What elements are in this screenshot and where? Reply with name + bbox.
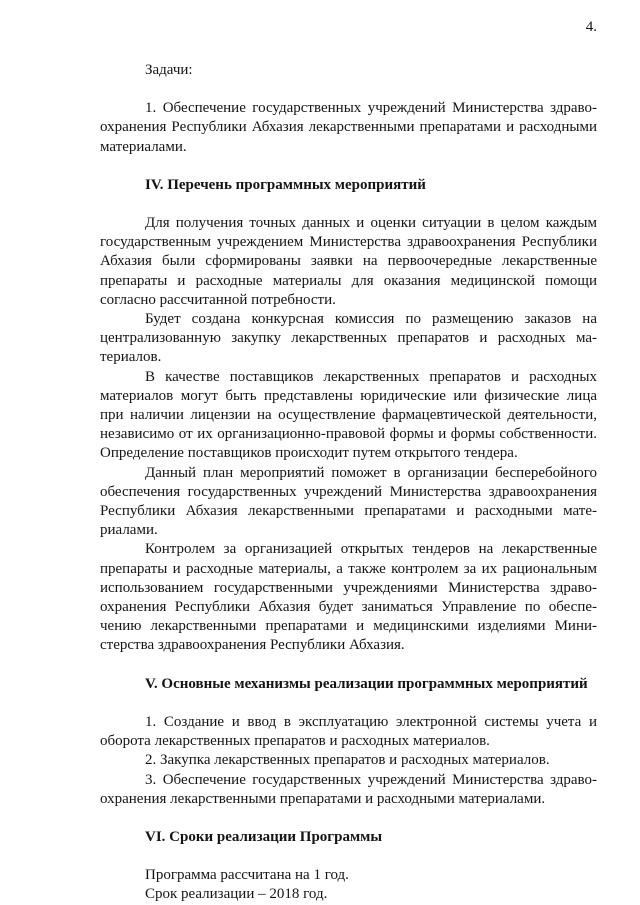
paragraph-program-duration: Программа рассчитана на 1 год.: [145, 867, 349, 884]
section-heading-v: V. Основные механизмы реализации программных мероприятий: [145, 675, 588, 692]
paragraph-task-1: 1. Обеспечение государственных учреждений Министерства здравоохранения Республики Абхазия лекарственными препаратами и расходными материалами.: [100, 100, 597, 155]
paragraph-mechanism-1: 1. Создание и ввод в эксплуатацию электронной системы учета и оборота лекарственных препаратов и расходных материалов.: [100, 713, 597, 750]
section-heading-vi: VI. Сроки реализации Программы: [145, 828, 383, 845]
paragraph-tasks-label: Задачи:: [145, 62, 193, 78]
paragraph-control: Контролем за организацией открытых тендеров на лекарственные препараты и расходные материалы, а также контролем за их рациональным использованием государственными учреждениями Министерства здравоохранения Республики Абхазия будет заниматься Управление по обеспечению лекарственными препаратами и медицинскими изделиями Министерства здравоохранения Республики Абхазия.: [100, 541, 597, 654]
paragraph-mechanism-2: 2. Закупка лекарственных препаратов и расходных материалов.: [145, 752, 550, 769]
page-number: 4.: [585, 19, 597, 35]
paragraph-data-collection: Для получения точных данных и оценки ситуации в целом каждым государственным учреждением Министерства здравоохранения Республики Абхазия были сформированы заявки на первоочередные лекарственные препараты и расходные материалы для оказания медицинской помощи согласно рассчитанной потребности.: [100, 215, 597, 308]
document-body: [100, 61, 597, 905]
paragraph-program-deadline: Срок реализации – 2018 год.: [145, 886, 328, 903]
paragraph-suppliers: В качестве поставщиков лекарственных препаратов и расходных материалов могут быть представлены юридические или физические лица при наличии лицензии на осуществление фармацевтической деятельности, независимо от их организационно-правовой формы и формы собственности. Определение поставщиков происходит путем открытого тендера.: [100, 368, 597, 462]
paragraph-commission: Будет создана конкурсная комиссия по размещению заказов на централизованную закупку лекарственных препаратов и расходных материалов.: [100, 311, 597, 366]
paragraph-plan-benefit: Данный план мероприятий поможет в организации бесперебойного обеспечения государственных учреждений Министерства здравоохранения Республики Абхазия лекарственными препаратами и расходными материалами.: [100, 464, 597, 539]
section-heading-iv: IV. Перечень программных мероприятий: [145, 176, 426, 193]
paragraph-mechanism-3: 3. Обеспечение государственных учреждений Министерства здравоохранения лекарственными препаратами и расходными материалами.: [100, 771, 597, 807]
